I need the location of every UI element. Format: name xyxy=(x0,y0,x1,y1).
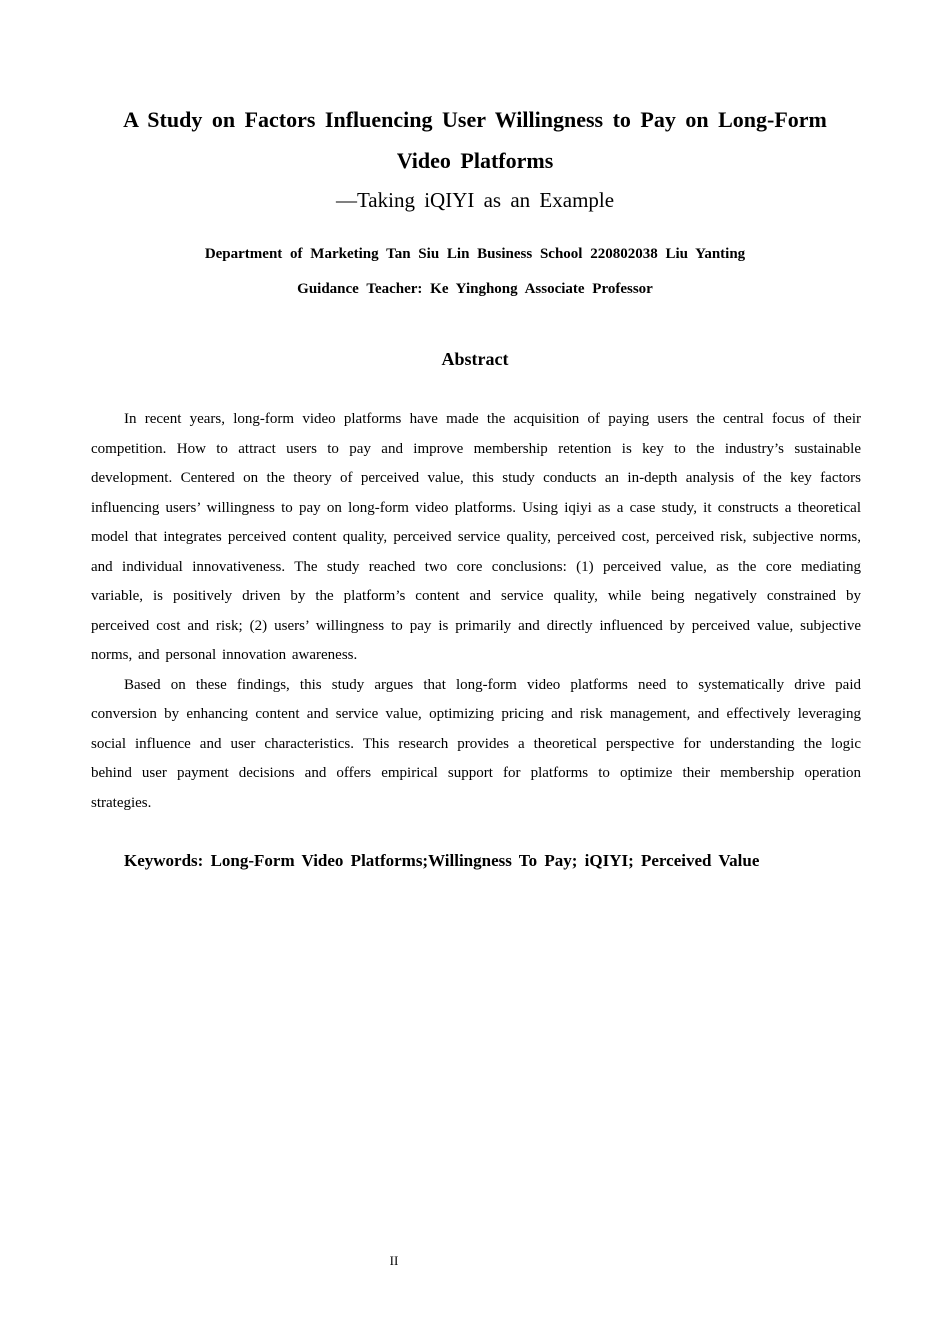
abstract-heading: Abstract xyxy=(441,349,509,369)
abstract-paragraph: Based on these findings, this study argues that long-form video platforms need to systematically drive paid conversion by enhancing content and service value, optimizing pricing and risk management, and effectively leveraging social influence and user characteristics. This research provides a theoretical perspective for understanding the logic behind user payment decisions and offers empirical support for platforms to optimize their membership operation strategies. xyxy=(91,676,861,811)
page-number: II xyxy=(389,1253,399,1268)
paper-subtitle: —Taking iQIYI as an Example xyxy=(335,188,615,212)
abstract-paragraph: In recent years, long-form video platforms have made the acquisition of paying users the central focus of their competition. How to attract users to pay and improve membership retention is key to the industry’s sustainable development. Centered on the theory of perceived value, this study conducts an in-depth analysis of the key factors influencing users’ willingness to pay on long-form video platforms. Using iqiyi as a case study, it constructs a theoretical model that integrates perceived content quality, perceived service quality, perceived cost, perceived risk, subjective norms, and individual innovativeness. The study reached two core conclusions: (1) perceived value, as the core mediating variable, is positively driven by the platform’s content and service quality, while being negatively constrained by perceived cost and risk; (2) users’ willingness to pay is primarily and directly influenced by perceived value, subjective norms, and personal innovation awareness. xyxy=(91,411,861,663)
keywords: Keywords: Long-Form Video Platforms;Willingness To Pay; iQIYI; Perceived Value xyxy=(124,851,760,870)
abstract-body xyxy=(91,405,861,818)
author-line: Department of Marketing Tan Siu Lin Business School 220802038 Liu Yanting xyxy=(204,246,746,262)
paper-title: A Study on Factors Influencing User Willingness to Pay on Long-Form Video Platforms xyxy=(123,107,827,173)
advisor-line: Guidance Teacher: Ke Yinghong Associate Professor xyxy=(297,281,653,297)
